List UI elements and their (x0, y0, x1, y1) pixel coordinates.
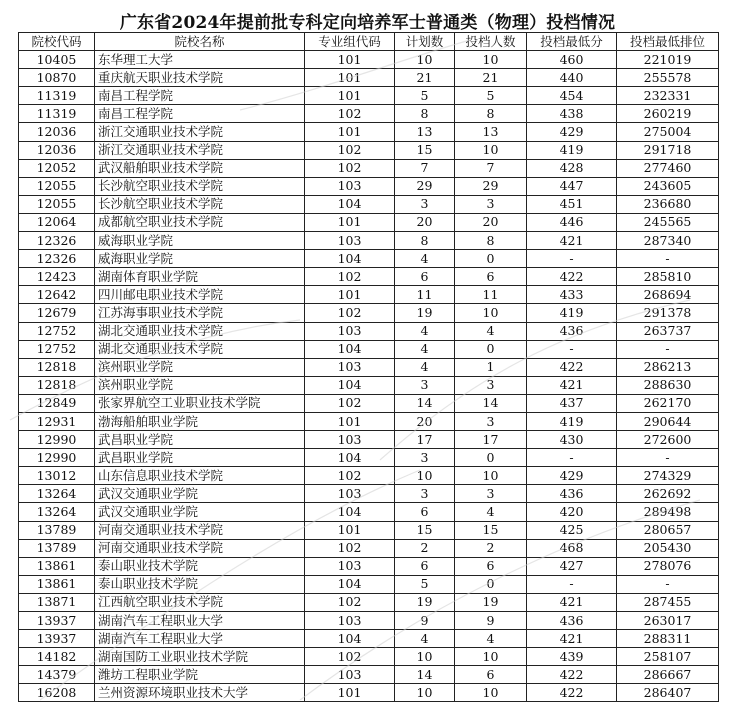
table-row (19, 575, 719, 593)
cell-school-code: 12036 (19, 123, 95, 141)
cell-plan-count: 4 (395, 630, 455, 648)
table-row (19, 539, 719, 557)
cell-plan-count: 9 (395, 612, 455, 630)
cell-plan-count: 10 (395, 51, 455, 69)
header-school-name: 院校名称 (95, 33, 305, 51)
cell-plan-count: 5 (395, 87, 455, 105)
cell-min-rank: 236680 (617, 195, 719, 213)
cell-school-name: 湖北交通职业技术学院 (95, 322, 305, 340)
table-row (19, 123, 719, 141)
cell-min-rank: 285810 (617, 268, 719, 286)
cell-min-score: 422 (527, 268, 617, 286)
cell-min-score: 421 (527, 376, 617, 394)
cell-plan-count: 3 (395, 376, 455, 394)
cell-group-code: 102 (305, 593, 395, 611)
cell-school-code: 12326 (19, 250, 95, 268)
cell-group-code: 101 (305, 51, 395, 69)
cell-group-code: 101 (305, 87, 395, 105)
cell-plan-count: 13 (395, 123, 455, 141)
cell-school-code: 14182 (19, 648, 95, 666)
cell-min-score: - (527, 575, 617, 593)
cell-group-code: 102 (305, 304, 395, 322)
table-row (19, 177, 719, 195)
cell-school-code: 12931 (19, 412, 95, 430)
table-row (19, 159, 719, 177)
cell-min-score: 429 (527, 123, 617, 141)
cell-admitted-count: 4 (455, 630, 527, 648)
cell-school-name: 武汉交通职业学院 (95, 485, 305, 503)
cell-school-name: 河南交通职业技术学院 (95, 521, 305, 539)
cell-plan-count: 20 (395, 412, 455, 430)
cell-min-score: 468 (527, 539, 617, 557)
cell-school-code: 13789 (19, 539, 95, 557)
cell-admitted-count: 0 (455, 250, 527, 268)
cell-min-score: 433 (527, 286, 617, 304)
cell-plan-count: 10 (395, 684, 455, 702)
cell-min-rank: 286407 (617, 684, 719, 702)
cell-group-code: 104 (305, 376, 395, 394)
cell-group-code: 102 (305, 539, 395, 557)
cell-min-rank: 272600 (617, 431, 719, 449)
cell-min-score: 422 (527, 684, 617, 702)
table-row (19, 666, 719, 684)
cell-min-rank: 288630 (617, 376, 719, 394)
cell-school-code: 12752 (19, 340, 95, 358)
cell-min-rank: 255578 (617, 69, 719, 87)
cell-group-code: 103 (305, 431, 395, 449)
table-row (19, 630, 719, 648)
cell-plan-count: 5 (395, 575, 455, 593)
cell-min-score: - (527, 340, 617, 358)
cell-plan-count: 2 (395, 539, 455, 557)
cell-min-rank: 263017 (617, 612, 719, 630)
table-row (19, 340, 719, 358)
cell-school-name: 江苏海事职业技术学院 (95, 304, 305, 322)
cell-school-code: 13012 (19, 467, 95, 485)
cell-school-code: 12849 (19, 394, 95, 412)
cell-school-name: 长沙航空职业技术学院 (95, 177, 305, 195)
cell-plan-count: 20 (395, 213, 455, 231)
cell-school-name: 武汉船舶职业技术学院 (95, 159, 305, 177)
cell-admitted-count: 29 (455, 177, 527, 195)
cell-min-score: 422 (527, 358, 617, 376)
cell-min-score: 460 (527, 51, 617, 69)
cell-admitted-count: 6 (455, 557, 527, 575)
cell-school-name: 河南交通职业技术学院 (95, 539, 305, 557)
cell-school-code: 12752 (19, 322, 95, 340)
cell-school-name: 张家界航空工业职业技术学院 (95, 394, 305, 412)
cell-group-code: 102 (305, 159, 395, 177)
cell-plan-count: 7 (395, 159, 455, 177)
cell-school-name: 山东信息职业技术学院 (95, 467, 305, 485)
cell-min-score: 427 (527, 557, 617, 575)
cell-school-name: 滨州职业学院 (95, 376, 305, 394)
cell-plan-count: 6 (395, 268, 455, 286)
cell-school-name: 武汉交通职业学院 (95, 503, 305, 521)
cell-plan-count: 21 (395, 69, 455, 87)
table-row (19, 376, 719, 394)
cell-admitted-count: 10 (455, 51, 527, 69)
cell-admitted-count: 1 (455, 358, 527, 376)
cell-group-code: 102 (305, 394, 395, 412)
cell-school-code: 12990 (19, 431, 95, 449)
header-min-score: 投档最低分 (527, 33, 617, 51)
cell-min-score: 428 (527, 159, 617, 177)
cell-min-score: 438 (527, 105, 617, 123)
cell-admitted-count: 3 (455, 376, 527, 394)
table-row (19, 213, 719, 231)
cell-school-code: 11319 (19, 87, 95, 105)
table-row (19, 521, 719, 539)
cell-admitted-count: 4 (455, 503, 527, 521)
cell-min-rank: 288311 (617, 630, 719, 648)
cell-admitted-count: 3 (455, 485, 527, 503)
cell-min-score: 421 (527, 232, 617, 250)
cell-school-name: 湖南国防工业职业技术学院 (95, 648, 305, 666)
cell-min-score: 419 (527, 141, 617, 159)
cell-group-code: 102 (305, 268, 395, 286)
cell-plan-count: 8 (395, 232, 455, 250)
table-row (19, 412, 719, 430)
cell-admitted-count: 4 (455, 322, 527, 340)
cell-admitted-count: 6 (455, 268, 527, 286)
cell-min-score: 429 (527, 467, 617, 485)
cell-school-name: 江西航空职业技术学院 (95, 593, 305, 611)
cell-school-name: 四川邮电职业技术学院 (95, 286, 305, 304)
table-row (19, 485, 719, 503)
cell-min-rank: 278076 (617, 557, 719, 575)
cell-admitted-count: 8 (455, 105, 527, 123)
header-school-code: 院校代码 (19, 33, 95, 51)
cell-school-code: 11319 (19, 105, 95, 123)
cell-group-code: 104 (305, 503, 395, 521)
cell-group-code: 102 (305, 141, 395, 159)
cell-min-score: 436 (527, 322, 617, 340)
cell-group-code: 101 (305, 286, 395, 304)
cell-min-rank: 262692 (617, 485, 719, 503)
cell-min-score: 439 (527, 648, 617, 666)
table-row (19, 105, 719, 123)
cell-school-name: 湖南汽车工程职业大学 (95, 612, 305, 630)
cell-plan-count: 8 (395, 105, 455, 123)
cell-min-rank: 274329 (617, 467, 719, 485)
cell-min-rank: 287340 (617, 232, 719, 250)
table-row (19, 141, 719, 159)
cell-plan-count: 14 (395, 666, 455, 684)
cell-school-code: 12055 (19, 177, 95, 195)
cell-school-code: 13789 (19, 521, 95, 539)
cell-min-score: 437 (527, 394, 617, 412)
cell-min-rank: - (617, 340, 719, 358)
cell-school-code: 10405 (19, 51, 95, 69)
cell-school-code: 12679 (19, 304, 95, 322)
cell-min-score: 419 (527, 412, 617, 430)
cell-group-code: 101 (305, 213, 395, 231)
cell-school-code: 13264 (19, 485, 95, 503)
cell-group-code: 104 (305, 340, 395, 358)
table-row (19, 322, 719, 340)
cell-admitted-count: 0 (455, 340, 527, 358)
cell-group-code: 101 (305, 69, 395, 87)
table-row (19, 431, 719, 449)
table-header-row (19, 33, 719, 51)
header-admitted-count: 投档人数 (455, 33, 527, 51)
cell-school-code: 12990 (19, 449, 95, 467)
table-row (19, 232, 719, 250)
table-row (19, 286, 719, 304)
cell-admitted-count: 7 (455, 159, 527, 177)
cell-school-name: 湖南体育职业学院 (95, 268, 305, 286)
cell-school-code: 12818 (19, 376, 95, 394)
cell-plan-count: 15 (395, 141, 455, 159)
header-plan-count: 计划数 (395, 33, 455, 51)
cell-min-rank: 277460 (617, 159, 719, 177)
table-row (19, 51, 719, 69)
cell-school-name: 滨州职业学院 (95, 358, 305, 376)
cell-min-score: 422 (527, 666, 617, 684)
cell-school-code: 12642 (19, 286, 95, 304)
cell-plan-count: 11 (395, 286, 455, 304)
cell-min-score: 419 (527, 304, 617, 322)
cell-school-name: 长沙航空职业技术学院 (95, 195, 305, 213)
cell-min-rank: 291378 (617, 304, 719, 322)
cell-school-name: 威海职业学院 (95, 232, 305, 250)
cell-min-score: 454 (527, 87, 617, 105)
cell-min-rank: 275004 (617, 123, 719, 141)
cell-admitted-count: 2 (455, 539, 527, 557)
table-row (19, 612, 719, 630)
cell-school-code: 10870 (19, 69, 95, 87)
cell-admitted-count: 11 (455, 286, 527, 304)
cell-admitted-count: 17 (455, 431, 527, 449)
table-row (19, 684, 719, 702)
cell-admitted-count: 10 (455, 648, 527, 666)
cell-admitted-count: 10 (455, 304, 527, 322)
table-row (19, 250, 719, 268)
table-row (19, 593, 719, 611)
cell-min-rank: 221019 (617, 51, 719, 69)
cell-school-name: 东华理工大学 (95, 51, 305, 69)
cell-min-score: 440 (527, 69, 617, 87)
cell-group-code: 103 (305, 232, 395, 250)
cell-min-score: 447 (527, 177, 617, 195)
cell-admitted-count: 5 (455, 87, 527, 105)
table-row (19, 358, 719, 376)
cell-school-code: 12052 (19, 159, 95, 177)
cell-min-rank: 268694 (617, 286, 719, 304)
cell-min-score: - (527, 449, 617, 467)
cell-group-code: 104 (305, 630, 395, 648)
cell-admitted-count: 21 (455, 69, 527, 87)
cell-plan-count: 3 (395, 195, 455, 213)
cell-admitted-count: 3 (455, 412, 527, 430)
cell-school-code: 12818 (19, 358, 95, 376)
cell-min-score: 421 (527, 630, 617, 648)
table-row (19, 87, 719, 105)
cell-school-code: 13937 (19, 630, 95, 648)
cell-school-name: 浙江交通职业技术学院 (95, 123, 305, 141)
cell-min-rank: - (617, 575, 719, 593)
cell-admitted-count: 0 (455, 575, 527, 593)
cell-school-name: 重庆航天职业技术学院 (95, 69, 305, 87)
cell-plan-count: 3 (395, 449, 455, 467)
cell-min-score: 451 (527, 195, 617, 213)
cell-school-name: 泰山职业技术学院 (95, 557, 305, 575)
page-title: 广东省2024年提前批专科定向培养军士普通类（物理）投档情况 (119, 13, 616, 33)
cell-school-name: 武昌职业学院 (95, 449, 305, 467)
table-row (19, 503, 719, 521)
cell-school-name: 南昌工程学院 (95, 87, 305, 105)
cell-min-rank: 258107 (617, 648, 719, 666)
table-row (19, 467, 719, 485)
cell-plan-count: 17 (395, 431, 455, 449)
cell-min-score: 430 (527, 431, 617, 449)
cell-admitted-count: 10 (455, 141, 527, 159)
cell-group-code: 102 (305, 105, 395, 123)
cell-group-code: 102 (305, 467, 395, 485)
cell-school-code: 13861 (19, 557, 95, 575)
cell-min-rank: 286213 (617, 358, 719, 376)
cell-admitted-count: 13 (455, 123, 527, 141)
cell-school-name: 威海职业学院 (95, 250, 305, 268)
cell-group-code: 101 (305, 684, 395, 702)
cell-min-rank: 243605 (617, 177, 719, 195)
cell-min-rank: 291718 (617, 141, 719, 159)
cell-group-code: 103 (305, 666, 395, 684)
cell-group-code: 103 (305, 485, 395, 503)
cell-min-rank: 280657 (617, 521, 719, 539)
table-row (19, 449, 719, 467)
cell-school-name: 成都航空职业技术学院 (95, 213, 305, 231)
cell-min-score: 420 (527, 503, 617, 521)
cell-min-rank: 262170 (617, 394, 719, 412)
cell-school-code: 12064 (19, 213, 95, 231)
cell-admitted-count: 10 (455, 684, 527, 702)
cell-min-rank: 260219 (617, 105, 719, 123)
cell-group-code: 103 (305, 557, 395, 575)
cell-school-name: 兰州资源环境职业技术大学 (95, 684, 305, 702)
cell-group-code: 104 (305, 449, 395, 467)
cell-min-score: 421 (527, 593, 617, 611)
table-row (19, 195, 719, 213)
cell-admitted-count: 6 (455, 666, 527, 684)
cell-min-score: - (527, 250, 617, 268)
cell-admitted-count: 8 (455, 232, 527, 250)
cell-school-name: 浙江交通职业技术学院 (95, 141, 305, 159)
cell-min-score: 436 (527, 485, 617, 503)
cell-group-code: 104 (305, 575, 395, 593)
table-row (19, 69, 719, 87)
header-group-code: 专业组代码 (305, 33, 395, 51)
cell-min-rank: 289498 (617, 503, 719, 521)
cell-min-score: 425 (527, 521, 617, 539)
cell-admitted-count: 14 (455, 394, 527, 412)
cell-plan-count: 4 (395, 358, 455, 376)
cell-admitted-count: 0 (455, 449, 527, 467)
cell-group-code: 101 (305, 412, 395, 430)
cell-plan-count: 19 (395, 593, 455, 611)
cell-group-code: 103 (305, 177, 395, 195)
cell-school-code: 13871 (19, 593, 95, 611)
cell-min-rank: 205430 (617, 539, 719, 557)
cell-admitted-count: 15 (455, 521, 527, 539)
cell-group-code: 103 (305, 612, 395, 630)
cell-admitted-count: 19 (455, 593, 527, 611)
cell-plan-count: 6 (395, 503, 455, 521)
cell-plan-count: 14 (395, 394, 455, 412)
cell-plan-count: 15 (395, 521, 455, 539)
cell-plan-count: 10 (395, 467, 455, 485)
cell-admitted-count: 3 (455, 195, 527, 213)
cell-plan-count: 4 (395, 340, 455, 358)
table-row (19, 268, 719, 286)
cell-group-code: 101 (305, 123, 395, 141)
cell-plan-count: 10 (395, 648, 455, 666)
cell-min-rank: 286667 (617, 666, 719, 684)
table-row (19, 304, 719, 322)
cell-school-name: 南昌工程学院 (95, 105, 305, 123)
cell-school-code: 13937 (19, 612, 95, 630)
cell-school-name: 渤海船舶职业学院 (95, 412, 305, 430)
table-row (19, 557, 719, 575)
cell-school-code: 14379 (19, 666, 95, 684)
cell-min-rank: 245565 (617, 213, 719, 231)
cell-group-code: 102 (305, 648, 395, 666)
cell-plan-count: 3 (395, 485, 455, 503)
admission-table (18, 32, 719, 702)
cell-group-code: 103 (305, 358, 395, 376)
cell-school-name: 武昌职业学院 (95, 431, 305, 449)
cell-admitted-count: 10 (455, 467, 527, 485)
cell-plan-count: 4 (395, 250, 455, 268)
cell-group-code: 104 (305, 195, 395, 213)
cell-school-code: 12326 (19, 232, 95, 250)
cell-school-name: 湖南汽车工程职业大学 (95, 630, 305, 648)
table-row (19, 394, 719, 412)
cell-admitted-count: 20 (455, 213, 527, 231)
cell-group-code: 101 (305, 521, 395, 539)
cell-min-rank: 287455 (617, 593, 719, 611)
table-row (19, 648, 719, 666)
cell-plan-count: 6 (395, 557, 455, 575)
cell-admitted-count: 9 (455, 612, 527, 630)
cell-min-rank: 232331 (617, 87, 719, 105)
cell-plan-count: 29 (395, 177, 455, 195)
cell-min-rank: 290644 (617, 412, 719, 430)
cell-school-code: 16208 (19, 684, 95, 702)
cell-group-code: 104 (305, 250, 395, 268)
cell-school-name: 泰山职业技术学院 (95, 575, 305, 593)
cell-school-code: 13264 (19, 503, 95, 521)
cell-school-code: 12423 (19, 268, 95, 286)
cell-group-code: 103 (305, 322, 395, 340)
cell-min-rank: - (617, 250, 719, 268)
cell-min-score: 446 (527, 213, 617, 231)
cell-school-name: 湖北交通职业技术学院 (95, 340, 305, 358)
header-min-rank: 投档最低排位 (617, 33, 719, 51)
cell-school-code: 13861 (19, 575, 95, 593)
cell-school-code: 12055 (19, 195, 95, 213)
cell-plan-count: 19 (395, 304, 455, 322)
cell-school-code: 12036 (19, 141, 95, 159)
cell-min-rank: - (617, 449, 719, 467)
cell-min-score: 436 (527, 612, 617, 630)
cell-plan-count: 4 (395, 322, 455, 340)
cell-min-rank: 263737 (617, 322, 719, 340)
cell-school-name: 潍坊工程职业学院 (95, 666, 305, 684)
